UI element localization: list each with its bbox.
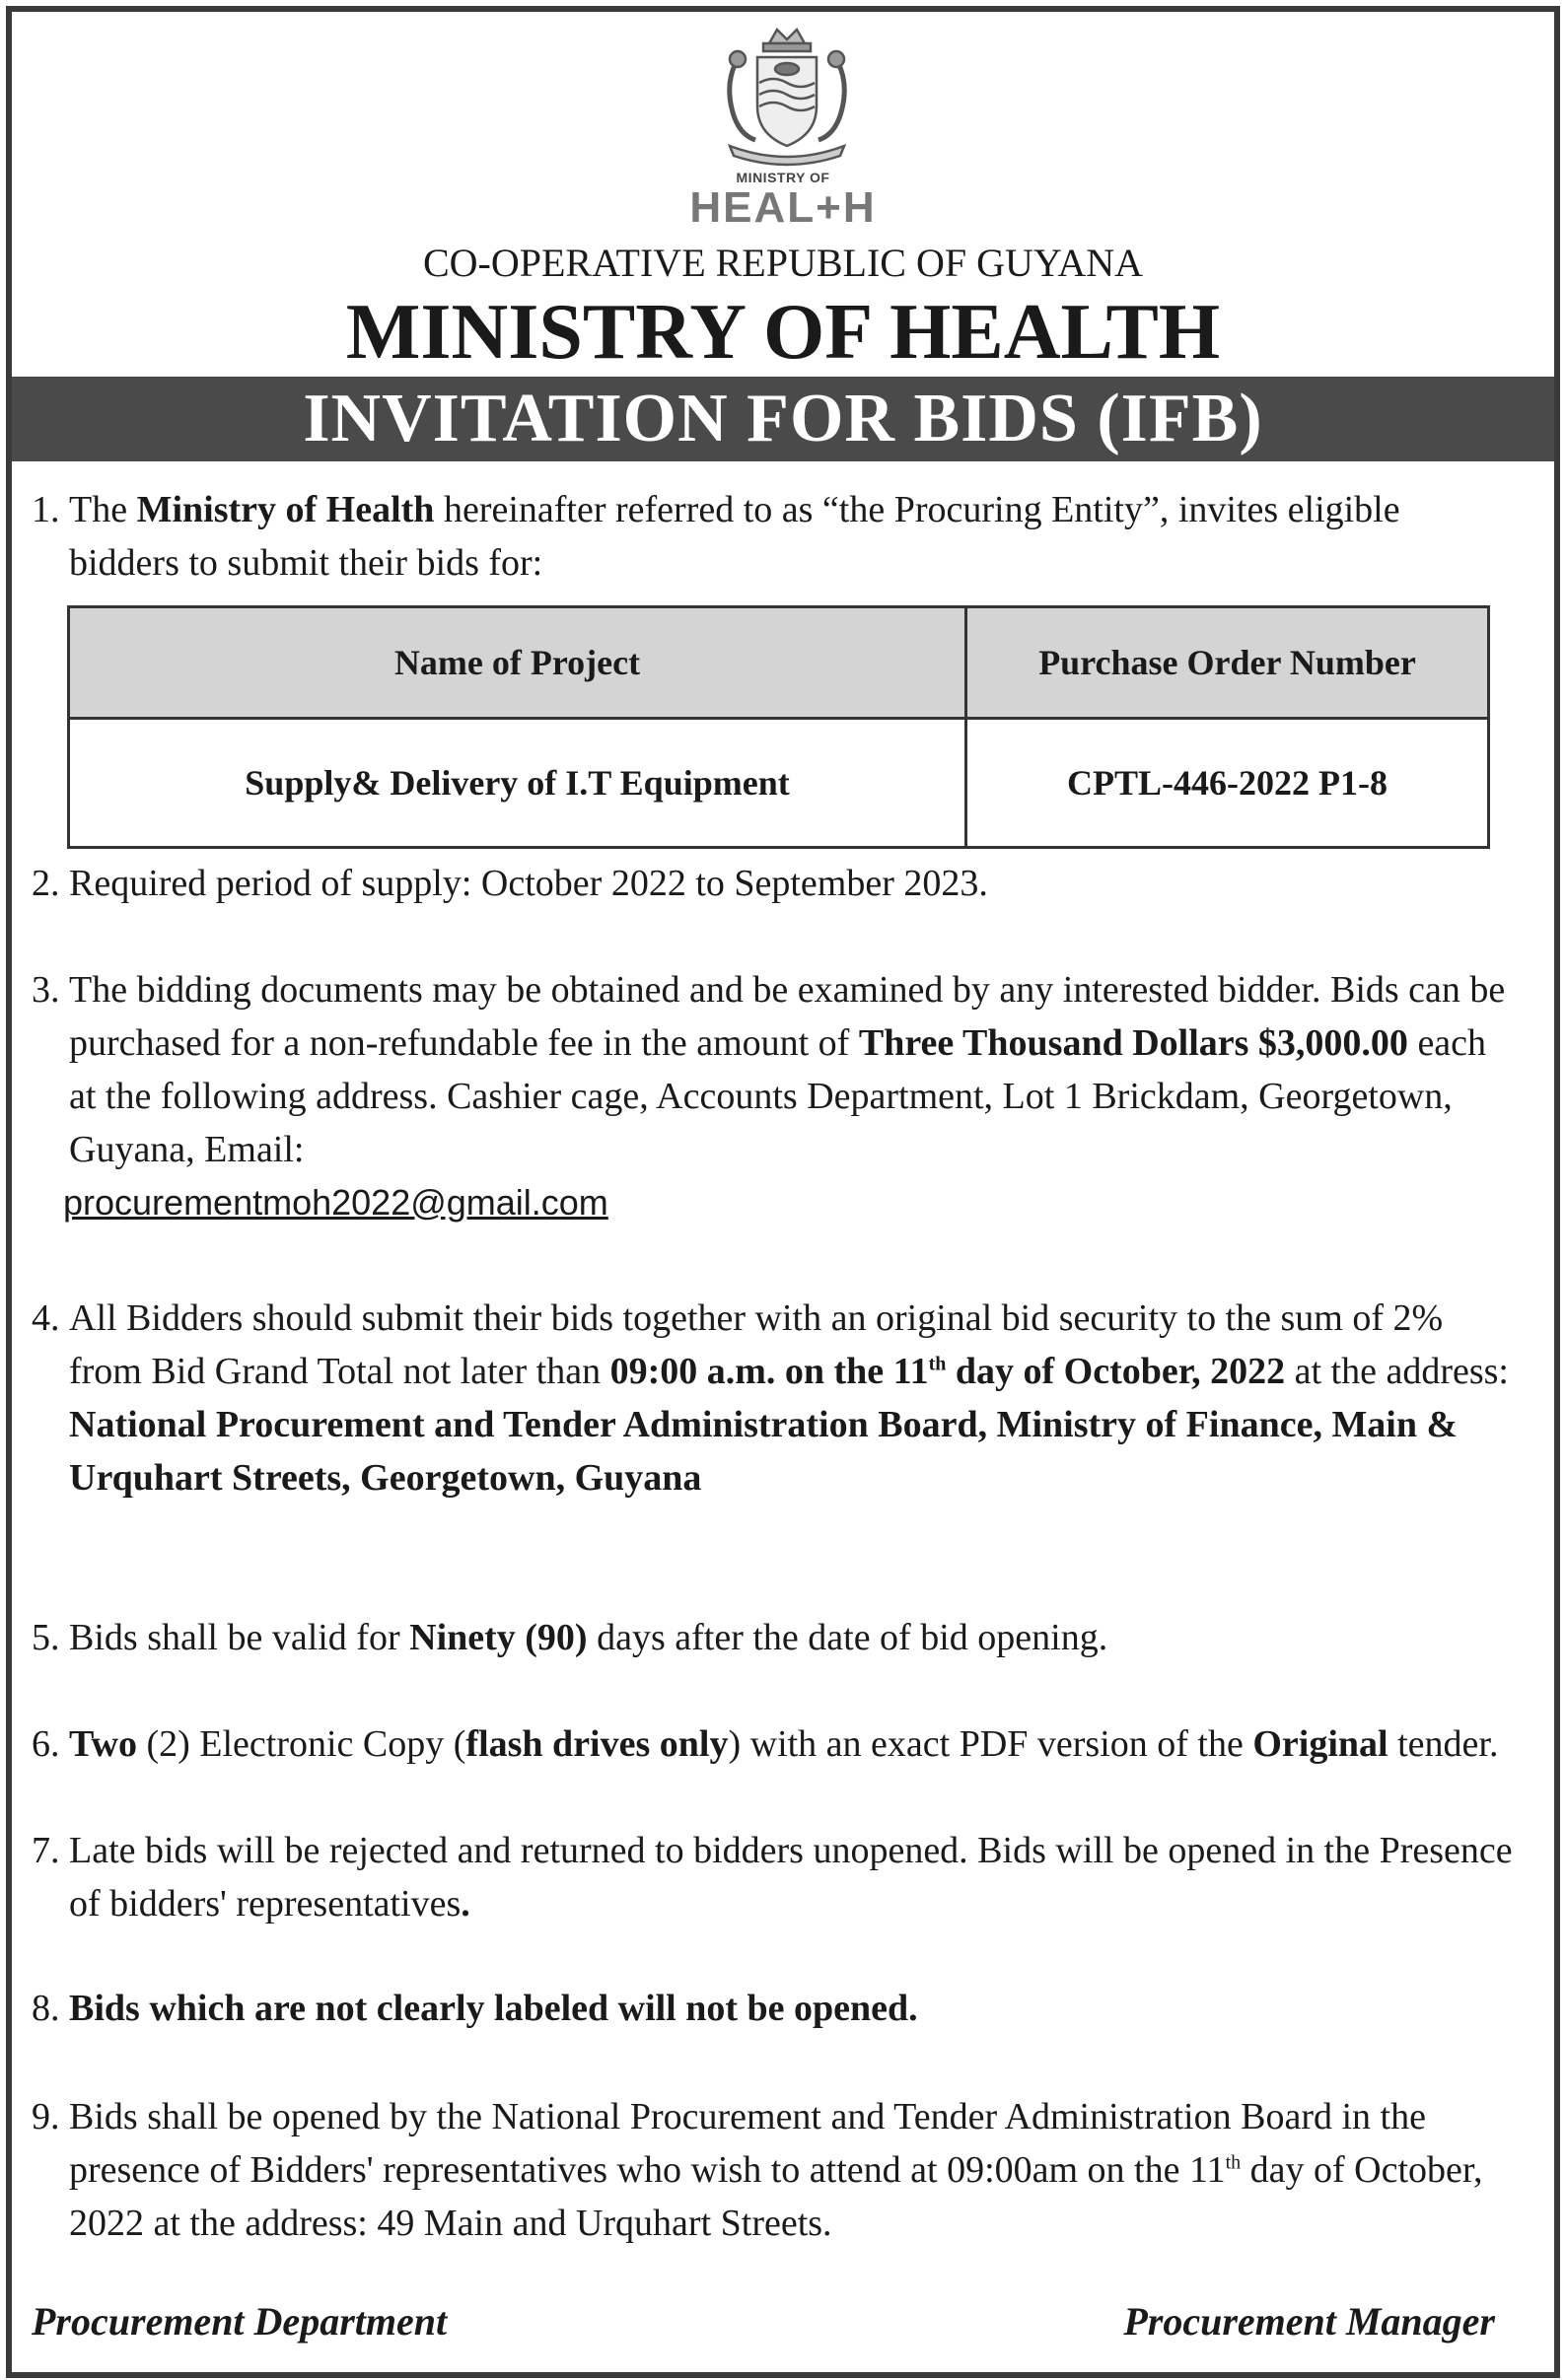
project-name-cell: Supply& Delivery of I.T Equipment [69,719,966,848]
clause-3: 3. The bidding documents may be obtained and be examined by any interested bidder. Bids can be purchased for a non-refundable fee in the amount of Three Thousand Dollars $3,000.00 each at the following address. Cashier cage, Accounts Department, Lot 1 Brickdam, Georgetown, Guyana, Email: procurementmoh2022@gmail.com [32,963,1515,1229]
clause-4: 4. All Bidders should submit their bids together with an original bid security to the sum of 2% from Bid Grand Total not later than 09:00 a.m. on the 11th day of October, 2022 at the address: National Procurement and Tender Administration Board, Ministry of Finance, Main & Urquhart Streets, Georgetown, Guyana [32,1297,1509,1499]
email-link[interactable]: procurementmoh2022@gmail.com [63,1182,608,1223]
table-header-po-number: Purchase Order Number [966,607,1489,719]
clause-6: 6. Two (2) Electronic Copy (flash drives only) with an exact PDF version of the Original tender. [32,1723,1499,1765]
table-header-project: Name of Project [69,607,966,719]
logo-ministry-of-text: MINISTRY OF [736,170,830,185]
clause-number: 1. [32,489,60,530]
clause-7: 7. Late bids will be rejected and returned to bidders unopened. Bids will be opened in the Presence of bidders' representatives. [32,1830,1513,1925]
clause-2: 2. Required period of supply: October 2022 to September 2023. [32,863,988,904]
table-row [69,719,1489,848]
po-number-cell: CPTL-446-2022 P1-8 [966,719,1489,848]
health-logo: HEAL+H [689,183,877,232]
clause-5: 5. Bids shall be valid for Ninety (90) days after the date of bid opening. [32,1617,1108,1658]
procurement-department-signature: Procurement Department [32,2299,448,2344]
republic-title: CO-OPERATIVE REPUBLIC OF GUYANA [422,241,1144,285]
submission-address: National Procurement and Tender Administration Board, Ministry of Finance, Main & Urquhart Streets, Georgetown, Guyana [69,1404,1459,1499]
ministry-title: MINISTRY OF HEALTH [345,289,1221,376]
clause-9: 9. Bids shall be opened by the National Procurement and Tender Administration Board in the presence of Bidders' representatives who wish to attend at 09:00am on the 11th day of October, 2022 at the address: 49 Main and Urquhart Streets. [32,2096,1483,2244]
clause-1: 1. The Ministry of Health hereinafter referred to as “the Procuring Entity”, invites eligible bidders to submit their bids for: [32,483,1515,590]
coat-of-arms-icon [714,24,860,172]
ifb-banner: INVITATION FOR BIDS (IFB) [12,377,1554,461]
ifb-notice [6,6,1560,2378]
procurement-manager-signature: Procurement Manager [1123,2299,1495,2344]
project-table [67,605,1490,849]
clause-8: 8. Bids which are not clearly labeled will not be opened. [32,1988,918,2029]
